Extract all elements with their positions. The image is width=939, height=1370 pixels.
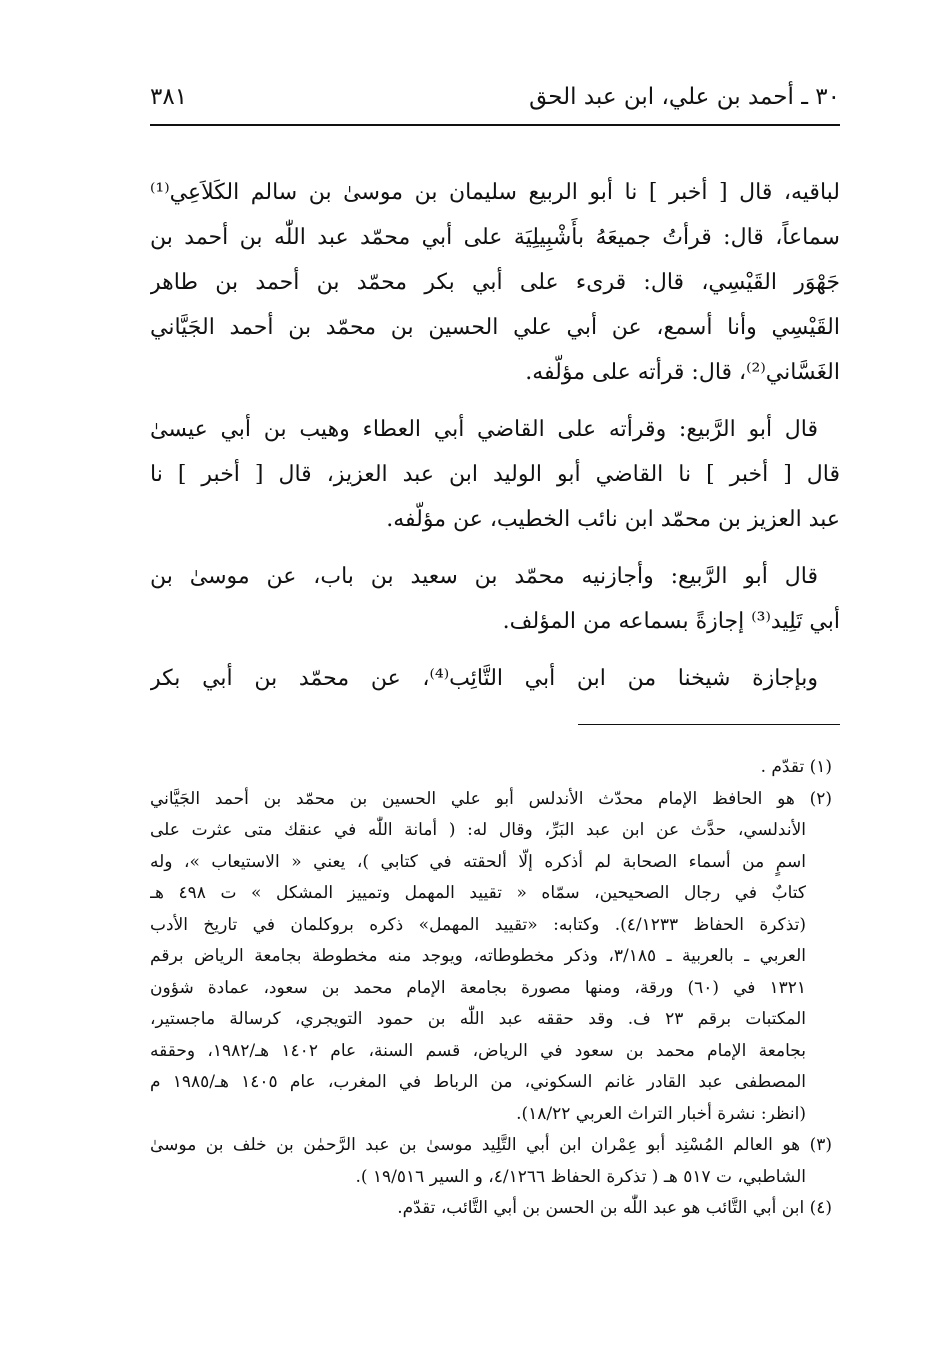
footnote-line: ١٣٢١ في (٦٠) ورقة، ومنها مصورة بجامعة الإمام محمد بن سعود، عمادة شؤون [150, 977, 806, 998]
footnotes [150, 752, 840, 1225]
footnote-line: اسمٍ من أسماء الصحابة لم أذكره إلّا ألحقته في كتابي )، يعني « الاستيعاب »، وله [150, 851, 806, 872]
footnote-line: الأندلسي، حدَّث عن ابن عبد البَرِّ، وقال له: ( أمانة اللّٰه في عنقك متى عثرت على [150, 820, 806, 840]
text-line: القَيْسِي وأنا أسمع، عن أبي علي الحسين بن محمّد بن أحمد الجَيَّاني [150, 315, 840, 340]
text-line: جَهْوَر القَيْسِي، قال: قرىء على أبي بكر محمّد بن أحمد بن طاهر [150, 270, 840, 295]
footnote-line: (٤) ابن أبي التَّائب هو عبد اللّٰه بن الحسن بن أبي التَّائب، تقدّم. [397, 1198, 832, 1218]
footnote-line: (٢) هو الحافظ الإمام محدّث الأندلس أبو علي الحسين بن محمّد بن أحمد الجَيَّاني [150, 788, 832, 809]
footnote-line: بجامعة الإمام محمد بن سعود في الرياض، قسم السنة، عام ١٤٠٢ هـ/١٩٨٢، وحققه [150, 1040, 806, 1061]
footnote-line: (انظر: نشرة أخبار التراث العربي ١٨/٢٢). [516, 1103, 806, 1124]
text-line: سماعاً، قال: قرأتُ جميعَهُ بأَشْبِيلِيَة على أبي محمّد عبد اللّٰه بن أحمد بن [150, 225, 840, 250]
text-line: أبي تَلِيد⁽³⁾ إجازةً بسماعه من المؤلف. [502, 609, 840, 634]
footnote-line: (تذكرة الحفاظ ٤/١٢٣٣). وكتابه: «تقييد المهمل» ذكره بروكلمان في تاريخ الأدب [150, 914, 806, 935]
text-line: الغَسَّاني⁽²⁾، قال: قرأته على مؤلّفه. [525, 360, 840, 385]
text-line: قال أبو الرَّبيع: وأجازنيه محمّد بن سعيد بن باب، عن موسىٰ بن [150, 564, 818, 589]
running-title: ٣٠ ـ أحمد بن علي، ابن عبد الحق [529, 84, 840, 110]
main-text [150, 170, 840, 701]
text-line: لباقيه، قال [ أخبر ] نا أبو الربيع سليمان بن موسىٰ بن سالم الكَلاَعِي⁽¹⁾ [150, 180, 840, 205]
text-line: قال [ أخبر ] نا القاضي أبو الوليد ابن عبد العزيز، قال [ أخبر ] نا [150, 462, 840, 487]
page-header [150, 78, 840, 126]
footnote-line: المصطفى عبد القادر غانم السكوني، من الرباط في المغرب، عام ١٤٠٥ هـ/١٩٨٥ م [150, 1072, 806, 1092]
text-line: وبإجازة شيخنا من ابن أبي التَّائِب⁽⁴⁾، عن محمّد بن أبي بكر [150, 666, 819, 691]
page-number: ٣٨١ [150, 84, 188, 110]
footnote-line: (٣) هو العالم المُسْنِد أبو عِمْران ابن أبي التَّلِيد موسىٰ بن عبد الرَّحمٰن بن خلف بن موسىٰ [150, 1135, 832, 1155]
footnote-line: كتابٌ في رجال الصحيحين، سمّاه « تقييد المهمل وتمييز المشكل » ت ٤٩٨ هـ [150, 883, 806, 903]
footnote-line: (١) تقدّم . [760, 757, 832, 777]
text-line: قال أبو الرَّبيع: وقرأته على القاضي أبي العطاء وهيب بن أبي عيسىٰ [150, 417, 818, 442]
footnote-separator [578, 724, 840, 725]
footnote-line: الشاطبي، ت ٥١٧ هـ ( تذكرة الحفاظ ٤/١٢٦٦، و السير ١٩/٥١٦ ). [355, 1166, 806, 1187]
footnote-line: العربي ـ بالعربية ـ ٣/١٨٥، وذكر مخطوطاته، ويوجد منه مخطوطة بجامعة الرياض برقم [150, 946, 806, 966]
text-line: عبد العزيز بن محمّد ابن نائب الخطيب، عن مؤلّفه. [386, 507, 840, 532]
footnote-line: المكتبات برقم ٢٣ ف. وقد حققه عبد اللّٰه بن حمود التويجري، كرسالة ماجستير، [150, 1009, 806, 1029]
